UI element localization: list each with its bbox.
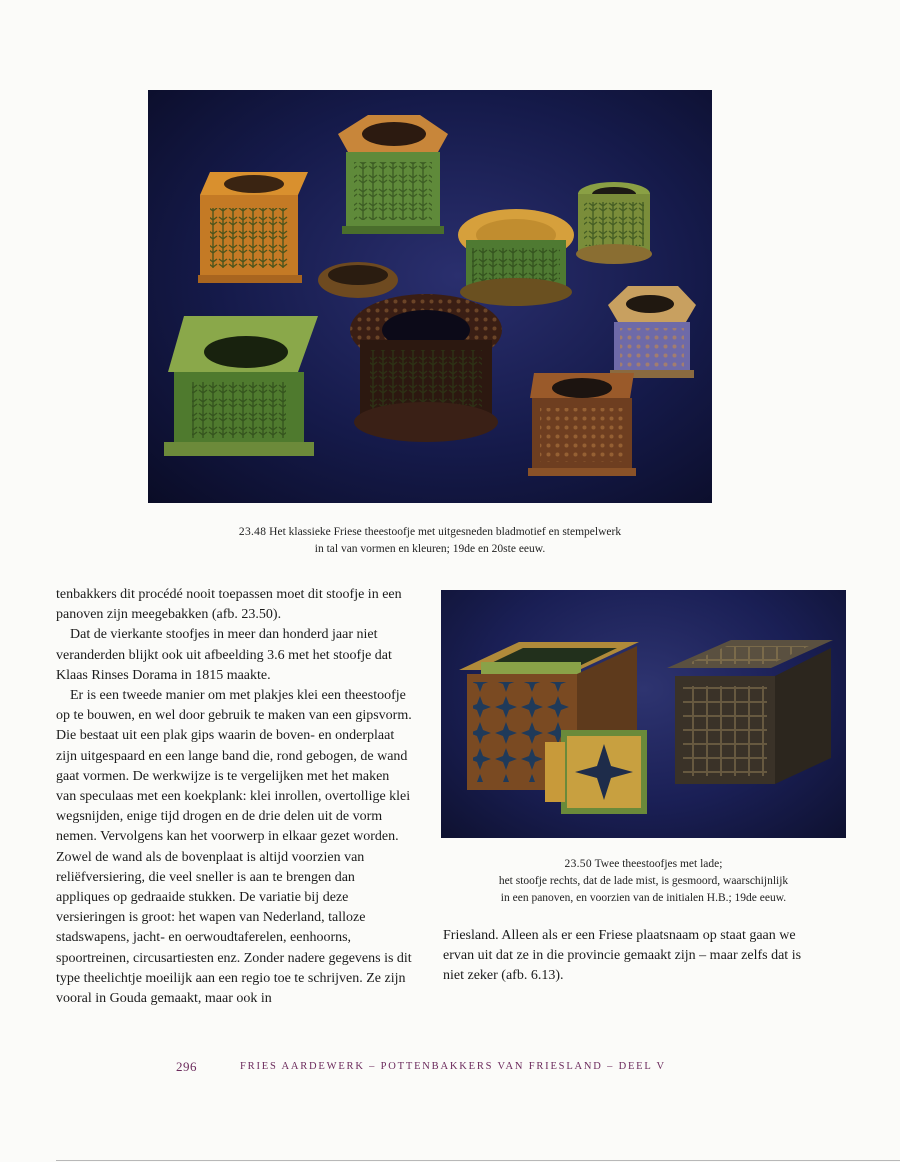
page-number: 296	[176, 1059, 197, 1074]
body-paragraph: Friesland. Alleen als er een Friese plaatsnaam op staat gaan we ervan uit dat ze in die provincie gemaakt zijn – maar zelfs dat is niet zeker (afb. 6.13).	[443, 928, 802, 984]
stove-with-drawer	[459, 642, 647, 814]
figure-caption-23-50	[441, 856, 846, 907]
stove-small-bowl	[318, 262, 398, 298]
photo-tea-stoves-with-drawer	[441, 590, 846, 838]
figure-number: 23.48	[238, 526, 267, 538]
caption-line: in tal van vormen en kleuren; 19de en 20ste eeuw.	[314, 543, 546, 555]
stove-red-brown-square	[528, 373, 636, 476]
running-title: FRIES AARDEWERK – POTTENBAKKERS VAN FRIESLAND – DEEL V	[240, 1061, 666, 1072]
caption-line: het stoofje rechts, dat de lade mist, is gesmoord, waarschijnlijk	[498, 875, 789, 887]
body-column-left	[56, 585, 412, 1009]
stove-small-green-cylinder	[576, 182, 652, 264]
stove-smoked-grey	[667, 640, 833, 784]
stove-green-octagon	[338, 115, 448, 234]
bottom-rule	[56, 1160, 900, 1161]
photo-tea-stoves-collection	[148, 90, 712, 503]
stove-green-square-large	[164, 316, 318, 456]
stove-blue-octagon	[608, 286, 696, 378]
stove-dark-brown-cylinder	[350, 294, 502, 442]
caption-line: in een panoven, en voorzien van de initialen H.B.; 19de eeuw.	[500, 892, 787, 904]
body-paragraph: tenbakkers dit procédé nooit toepassen moet dit stoofje in een panoven zijn meegebakken (afb. 23.50).	[56, 587, 402, 623]
photo-illustration	[441, 590, 846, 838]
caption-line: Het klassieke Friese theestoofje met uitgesneden bladmotief en stempelwerk	[269, 526, 622, 538]
body-column-right	[443, 926, 815, 987]
stove-orange-square	[198, 172, 308, 283]
figure-caption-23-48	[148, 524, 712, 558]
body-paragraph: Er is een tweede manier om met plakjes klei een theestoofje op te bouwen, en wel door gebruik te maken van een gipsvorm. Die bestaat uit een plak gips waarin de boven- en onderplaat zijn uitgespaard en een lange band die, rond gebogen, de wand gaat vormen. De werkwijze is te vergelijken met het maken van speculaas met een koekplank: klei inrollen, overtollige klei wegsnijden, enige tijd drogen en de drie delen uit de vorm nemen. Vervolgens kan het voorwerp in elkaar gezet worden. Zowel de wand als de bovenplaat is altijd voorzien van reliëfversiering, die veel sneller is aan te brengen dan appliques op gedraaide stukken. De variatie bij deze versieringen is groot: het wapen van Nederland, talloze stadswapens, jacht- en oerwoudtaferelen, eenhoorns, spoortreinen, circusartiesten enz. Zonder nadere gegevens is dit type theelichtje moeilijk aan een regio toe te schrijven. Ze zijn vooral in Gouda gemaakt, maar ook in	[56, 688, 412, 1007]
body-paragraph: Dat de vierkante stoofjes in meer dan honderd jaar niet veranderden blijkt ook uit afbeelding 3.6 met het stoofje dat Klaas Rinses Dorama in 1815 maakte.	[56, 627, 392, 683]
caption-line: Twee theestoofjes met lade;	[594, 858, 723, 870]
figure-number: 23.50	[564, 858, 592, 870]
photo-illustration	[148, 90, 712, 503]
stove-round-ochre	[458, 209, 574, 306]
